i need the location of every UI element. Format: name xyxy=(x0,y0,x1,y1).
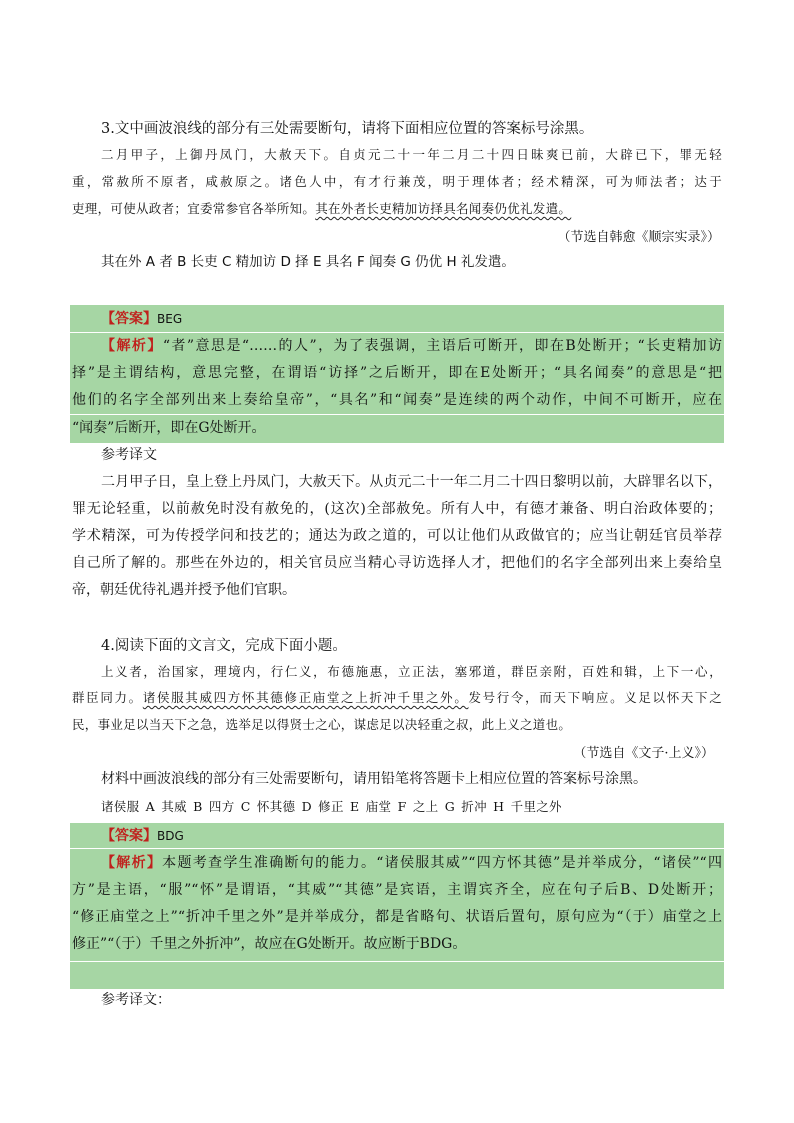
q3-answer xyxy=(101,309,182,329)
q4-analysis-line-4: 修正”“（于）千里之外折冲”，故应在G处断开。故应断于BDG。 xyxy=(72,936,467,952)
q4-answer-divider xyxy=(70,848,724,849)
q4-translation-title: 参考译文： xyxy=(101,992,171,1008)
q4-source: （节选自《文子·上义》） xyxy=(573,746,714,761)
q4-analysis-line-2: 方”是主语，“服”“怀”是谓语，“其威”“其德”是宾语，主谓宾齐全，应在句子后B、D处断开； xyxy=(72,882,722,898)
q3-translation-line-1: 二月甲子日，皇上登上丹凤门，大赦天下。从贞元二十一年二月二十四日黎明以前，大辟罪名以下， xyxy=(101,474,722,490)
q3-passage-line-2: 重，常赦所不原者，咸赦原之。诸色人中，有才行兼茂，明于理体者；经术精深，可为师法者；达于 xyxy=(72,174,722,189)
q4-passage-line-3: 民，事业足以当天下之急，选举足以得贤士之心，谋虑足以决轻重之叔，此上义之道也。 xyxy=(72,717,572,732)
q3-analysis-line-4: “闻奏”后断开，即在G处断开。 xyxy=(72,420,266,436)
q4-question: 材料中画波浪线的部分有三处需要断句，请用铅笔将答题卡上相应位置的答案标号涂黑。 xyxy=(101,771,647,787)
q4-answer-divider-2 xyxy=(70,961,724,962)
q3-translation-line-5: 帝，朝廷优待礼遇并授予他们官职。 xyxy=(72,582,296,598)
q3-analysis-label: 【解析】 xyxy=(101,338,163,354)
q4-wavy-sentence: 诸侯服其威四方怀其德修正庙堂之上折冲千里之外。 xyxy=(142,690,469,705)
q4-prompt: 4.阅读下面的文言文，完成下面小题。 xyxy=(101,638,347,654)
q3-analysis-line-3: 他们的名字全部列出来上奏给皇帝”，“具名”和“闻奏”是连续的两个动作，中间不可断开，应在 xyxy=(72,392,722,408)
q4-passage-line-2: 群臣同力。诸侯服其威四方怀其德修正庙堂之上折冲千里之外。发号行令，而天下响应。义足以怀天下之 xyxy=(72,690,722,705)
q4-passage-line-1: 上义者，治国家，理境内，行仁义，布德施惠，立正法，塞邪道，群臣亲附，百姓和辑，上下一心， xyxy=(101,664,722,679)
q3-translation-line-4: 自己所了解的。那些在外边的，相关官员应当精心寻访选择人才，把他们的名字全部列出来上奏给皇 xyxy=(72,555,722,571)
q3-wavy-sentence: 其在外者长吏精加访择具名闻奏仍优礼发遣。 xyxy=(315,201,572,216)
q3-answer-label: 【答案】 xyxy=(101,311,157,327)
q3-analysis-line-2: 择”是主谓结构，意思完整，在谓语“访择”之后断开，即在E处断开；“具名闻奏”的意思是“把 xyxy=(72,365,722,381)
q3-answer-value: BEG xyxy=(157,312,183,326)
q4-analysis-line-1: 【解析】本题考查学生准确断句的能力。“诸侯服其威”“四方怀其德”是并举成分，“诸侯”“四 xyxy=(101,855,723,871)
q3-options: 其在外 A 者 B 长吏 C 精加访 D 择 E 具名 F 闻奏 G 仍优 H 礼发遣。 xyxy=(101,254,515,270)
q3-translation-line-3: 学术精深，可为传授学问和技艺的；通达为政之道的，可以让他们从政做官的；应当让朝廷官员举荐 xyxy=(72,528,722,544)
q3-analysis-line-1: 【解析】“者”意思是“……的人”，为了表强调，主语后可断开，即在B处断开；“长吏精加访 xyxy=(101,338,722,354)
q4-analysis-line-3: “修正庙堂之上”“折冲千里之外”是并举成分，都是省略句、状语后置句，原句应为“（于）庙堂之上 xyxy=(72,909,722,925)
q4-answer-label: 【答案】 xyxy=(101,828,157,844)
q3-passage-line-3 xyxy=(72,199,571,219)
q4-options: 诸侯服 A 其威 B 四方 C 怀其德 D 修正 E 庙堂 F 之上 G 折冲 H 千里之外 xyxy=(101,799,562,814)
q3-prompt: 3.文中画波浪线的部分有三处需要断句，请将下面相应位置的答案标号涂黑。 xyxy=(101,121,594,137)
q3-passage-line-1: 二月甲子，上御丹凤门，大赦天下。自贞元二十一年二月二十四日昧爽已前，大辟已下，罪无轻 xyxy=(101,147,722,162)
q4-answer-value: BDG xyxy=(157,829,184,843)
q4-answer xyxy=(101,826,184,846)
q3-answer-divider-2 xyxy=(70,414,724,415)
q3-translation-title: 参考译文 xyxy=(101,447,157,463)
q3-passage-plain: 吏理，可使从政者；宜委常参官各举所知。 xyxy=(72,201,316,216)
q3-answer-divider xyxy=(70,332,724,333)
q3-translation-line-2: 罪无论轻重，以前赦免时没有赦免的，(这次)全部赦免。所有人中，有德才兼备、明白治政体要的； xyxy=(72,501,722,517)
q3-source: （节选自韩愈《顺宗实录》） xyxy=(557,230,720,245)
q4-analysis-label: 【解析】 xyxy=(101,855,163,871)
